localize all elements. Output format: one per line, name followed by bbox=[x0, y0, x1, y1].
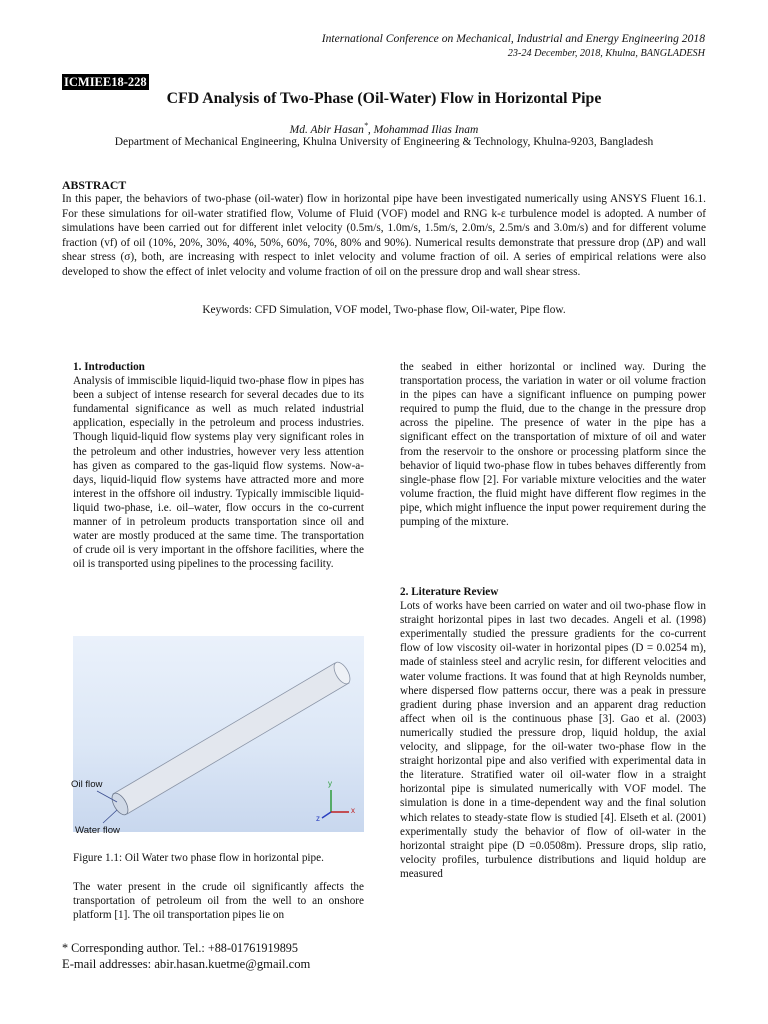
axis-z-label: z bbox=[316, 814, 320, 823]
axis-x-label: x bbox=[351, 806, 355, 815]
introduction-paragraph-2: The water present in the crude oil significantly affects the transportation of petroleum oil from the well to an onshore platform [1]. The oil transportation pipes lie on bbox=[73, 881, 364, 922]
introduction-section bbox=[73, 360, 364, 571]
introduction-heading: 1. Introduction bbox=[73, 361, 145, 373]
email-address: E-mail addresses: abir.hasan.kuetme@gmail.com bbox=[62, 957, 311, 971]
figure-caption: Figure 1.1: Oil Water two phase flow in horizontal pipe. bbox=[73, 852, 324, 864]
axis-y-label: y bbox=[328, 779, 332, 788]
introduction-paragraph-1: Analysis of immiscible liquid-liquid two-phase flow in pipes has been a subject of intense research for several decades due to its fundamental significance as well as much related industrial application, especially in the petroleum and process industries. Though liquid-liquid flow systems play very significant roles in the petroleum and other industries, however very less attention has given as compared to the gas-liquid flow systems. Now-a-days, liquid-liquid flow systems have attracted more and more interest in the offshore oil industry. Typically immiscible liquid-liquid two-phase, i.e. oil–water, flow occurs in the co-current manner of in petroleum products transportation since oil and water are mostly produced at the same time. The transportation of crude oil is very important in the offshore facilities, where the oil is transported using pipelines to the processing facility. bbox=[73, 375, 364, 571]
paper-id-badge: ICMIEE18-228 bbox=[64, 75, 147, 89]
author-rest: , Mohammad Ilias Inam bbox=[367, 123, 479, 136]
introduction-paragraph-3: the seabed in either horizontal or inclined way. During the transportation process, the variation in water or oil volume fraction in the pipes can have a significant influence on pumping power required to pump the fluid, due to the change in the pressure drop across the pipeline. The presence of water in the pipe has a significant effect on the transportation of mixture of oil and water from the reservoir to the onshore or processing platform since the behavior of liquid two-phase flow in tubes behaves differently from single-phase flow [2]. For variable mixture velocities and the water volume fraction, the fluid might have different flow regimes in the pipe, which might influence the input power requirement during the pumping of the mixture. bbox=[400, 361, 706, 529]
corresponding-author: * Corresponding author. Tel.: +88-01761919895 bbox=[62, 941, 298, 955]
conference-name: International Conference on Mechanical, Industrial and Energy Engineering 2018 bbox=[321, 32, 705, 45]
water-flow-label: Water flow bbox=[75, 825, 120, 836]
keywords: Keywords: CFD Simulation, VOF model, Two-phase flow, Oil-water, Pipe flow. bbox=[202, 304, 566, 316]
abstract-heading: ABSTRACT bbox=[62, 178, 127, 192]
author-list bbox=[0, 121, 768, 136]
author-first: Md. Abir Hasan bbox=[289, 123, 364, 136]
pipe-figure bbox=[71, 636, 364, 836]
conference-header bbox=[322, 31, 705, 61]
paper-title: CFD Analysis of Two-Phase (Oil-Water) Flow in Horizontal Pipe bbox=[166, 90, 602, 107]
literature-heading: 2. Literature Review bbox=[400, 586, 499, 598]
oil-flow-label: Oil flow bbox=[71, 779, 103, 790]
author-mark: * bbox=[363, 121, 368, 130]
literature-text: Lots of works have been carried on water and oil two-phase flow in straight horizontal pipes in last two decades. Angeli et al. (1998) experimentally studied the pressure gradients for the co-current flow of low viscosity oil-water in horizontal pipes (D = 0.0254 m), made of stainless steel and acrylic resin, for different velocities and water volume fractions. It was found that at high Reynolds number, where dispersed flow patterns occur, there was a peak in pressure gradient during phase inversion and an apparent drag reduction affect when oil is the continuous phase [3]. Gao et al. (2003) numerically studied the pressure drop, liquid holdup, the axial velocity, and slippage, for the oil-water two-phase flow in the straight horizontal pipe and also verified with experimental data in the literature. Stratified water oil oil-water flow in a straight horizontal pipe is simulated numerically with VOF model. The simulation is done in a time-dependent way and the final solution which relates to steady-state flow is studied [4]. Elseth et al. (2001) experimentally study the behavior of flow of oil-water in the horizontal straight pipe (D =0.0508m). Pressure drops, slip ratio, velocity profiles, turbulence distributions and liquid holdup are measured bbox=[400, 600, 706, 880]
literature-section bbox=[400, 585, 706, 881]
affiliation: Department of Mechanical Engineering, Khulna University of Engineering & Technology, Khulna-9203, Bangladesh bbox=[114, 136, 654, 148]
abstract-text: In this paper, the behaviors of two-phase (oil-water) flow in horizontal pipe have been investigated numerically using ANSYS Fluent 16.1. For these simulations for oil-water stratified flow, Volume of Fluid (VOF) model and RNG k-ε turbulence model is adopted. A number of simulations have been carried out for different inlet velocity (0.5m/s, 1.0m/s, 1.5m/s, 2.0m/s, 2.5m/s and 3.0m/s) and for different volume fraction (vf) of oil (10%, 20%, 30%, 40%, 50%, 60%, 70%, 80% and 90%). Numerical results demonstrate that pressure drop (ΔP) and wall shear stress (σ), both, are increasing with respect to inlet velocity and volume fraction of oil. A series of empirical relations were also developed to show the effect of inlet velocity and volume fraction of oil on the pressure drop and wall shear stress. bbox=[62, 193, 706, 278]
conference-date-place: 23-24 December, 2018, Khulna, BANGLADESH bbox=[507, 48, 705, 59]
pipe-illustration bbox=[73, 636, 364, 832]
